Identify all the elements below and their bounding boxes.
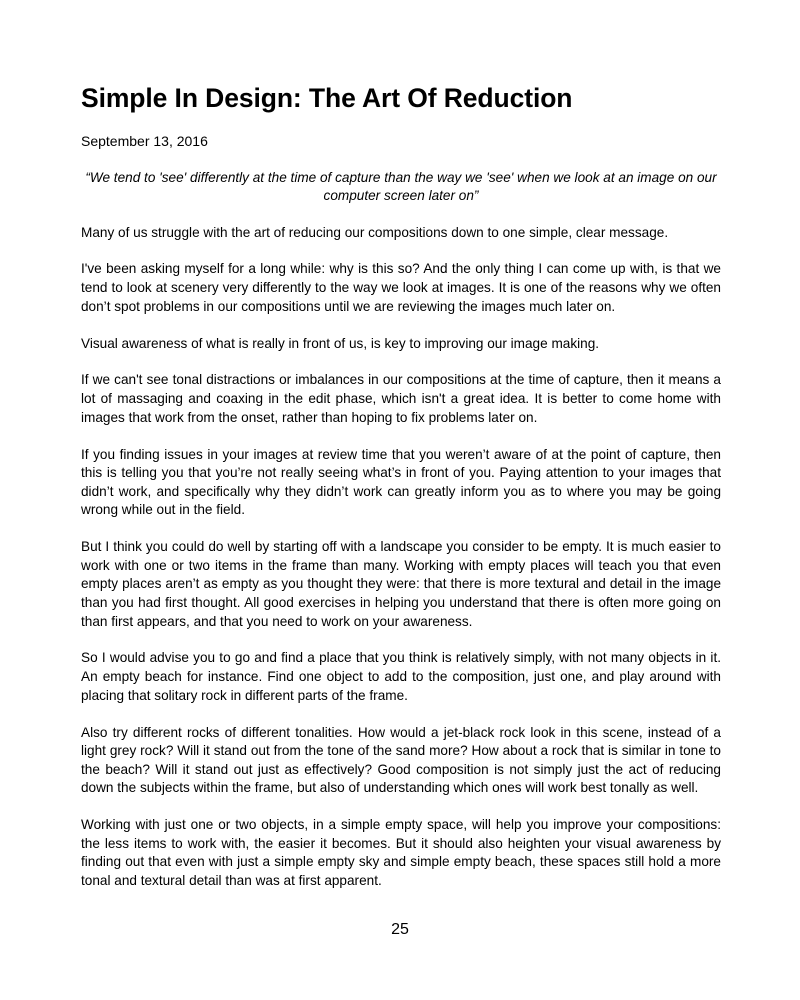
- article-title: Simple In Design: The Art Of Reduction: [81, 83, 573, 113]
- paragraph: Visual awareness of what is really in front of us, is key to improving our image making.: [81, 335, 600, 351]
- paragraph: Also try different rocks of different tonalities. How would a jet-black rock look in this scene, instead of a light grey rock? Will it stand out from the tone of the sand more? How about a rock that is similar in tone to the beach? Will it stand out just as effectively? Good composition is not simply just the act of reducing down the subjects within the frame, but also of understanding which ones will work best tonally as well.: [81, 724, 721, 796]
- page-number: 25: [391, 921, 409, 938]
- paragraph: If we can't see tonal distractions or imbalances in our compositions at the time of capture, then it means a lot of massaging and coaxing in the edit phase, which isn't a great idea. It is better to come home with images that work from the onset, rather than hoping to fix problems later on.: [81, 372, 721, 425]
- pull-quote: “We tend to 'see' differently at the time of capture than the way we 'see' when we look at an image on our computer screen later on”: [85, 170, 717, 204]
- paragraph: So I would advise you to go and find a place that you think is relatively simply, with not many objects in it. An empty beach for instance. Find one object to add to the composition, just one, and play around with placing that solitary rock in different parts of the frame.: [81, 650, 721, 703]
- article-date: September 13, 2016: [81, 133, 208, 149]
- paragraph: Many of us struggle with the art of reducing our compositions down to one simple, clear message.: [81, 224, 669, 240]
- article-body: [81, 224, 721, 891]
- paragraph: Working with just one or two objects, in a simple empty space, will help you improve your compositions: the less items to work with, the easier it becomes. But it should also heighten your visual awareness by finding out that even with just a simple empty sky and simple empty beach, these spaces still hold a more tonal and textural detail than was at first apparent.: [81, 817, 721, 888]
- paragraph: I've been asking myself for a long while: why is this so? And the only thing I can come up with, is that we tend to look at scenery very differently to the way we look at images. It is one of the reasons why we often don’t spot problems in our compositions until we are reviewing the images much later on.: [81, 261, 721, 314]
- paragraph: But I think you could do well by starting off with a landscape you consider to be empty. It is much easier to work with one or two items in the frame than many. Working with empty places will teach you that even empty places aren’t as empty as you thought they were: that there is more textural and detail in the image than you had first thought. All good exercises in helping you understand that there is often more going on than first appears, and that you need to work on your awareness.: [81, 539, 721, 629]
- article: [81, 82, 721, 909]
- paragraph: If you finding issues in your images at review time that you weren’t aware of at the point of capture, then this is telling you that you’re not really seeing what’s in front of you. Paying attention to your images that didn’t work, and specifically why they didn’t work can greatly inform you as to where you may be going wrong while out in the field.: [81, 446, 721, 518]
